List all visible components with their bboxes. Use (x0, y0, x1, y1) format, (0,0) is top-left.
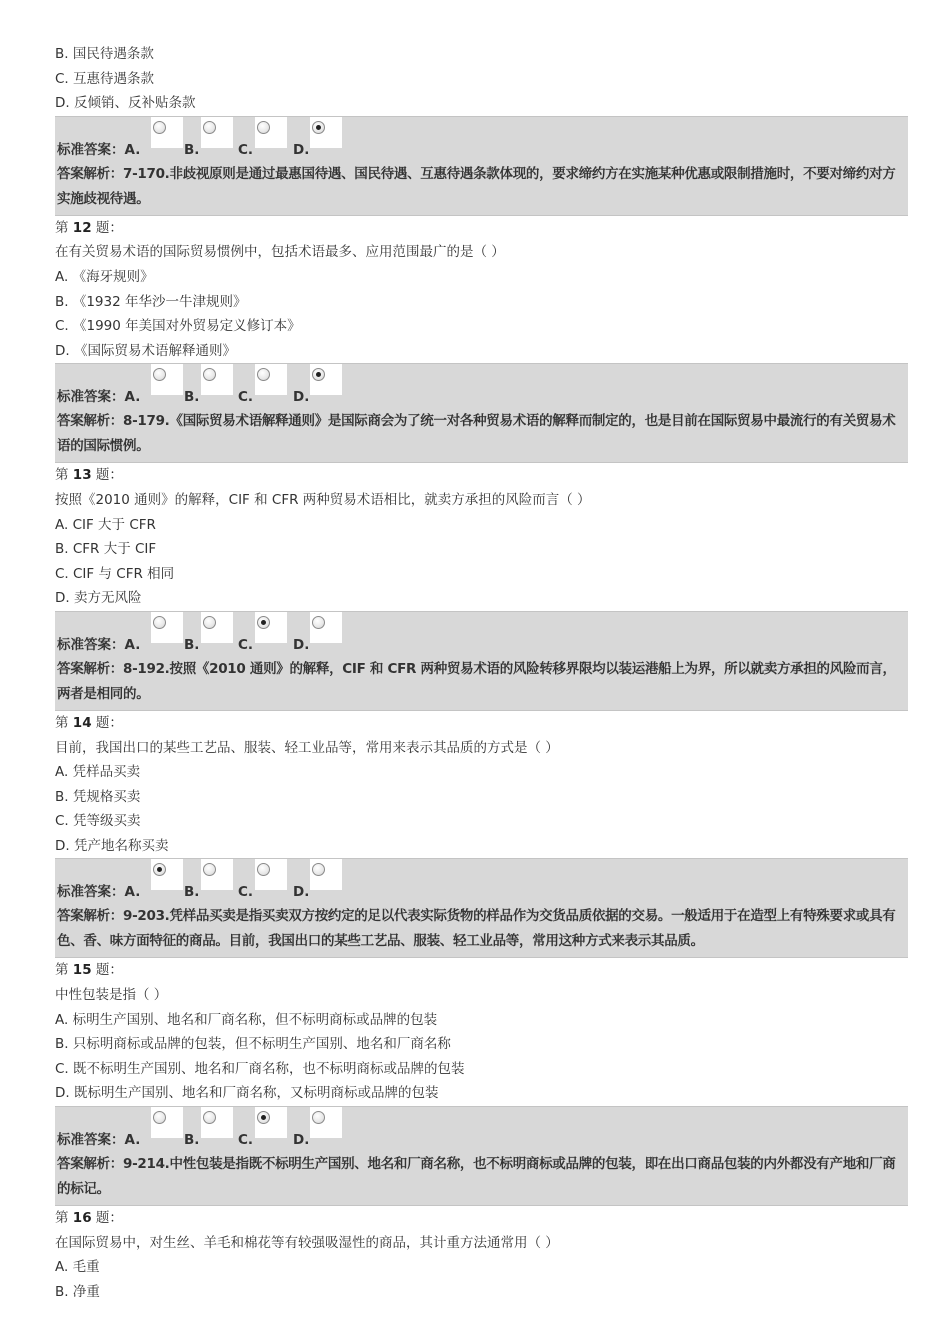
radio-icon[interactable] (153, 616, 166, 629)
option-letter: D. (293, 141, 310, 158)
radio-checked-icon[interactable] (257, 1111, 270, 1124)
option-letter: C. (238, 636, 254, 653)
option-b: B. 国民待遇条款 (55, 46, 154, 62)
option-b: B. 《1932 年华沙一牛津规则》 (55, 293, 247, 310)
answer-label: 标准答案：A. (57, 389, 141, 406)
answer-label: 标准答案：A. (57, 1132, 141, 1149)
question-number-value: 14 (72, 714, 92, 731)
option-b: B. 净重 (55, 1283, 100, 1300)
question-suffix: 题： (91, 219, 123, 236)
radio-icon[interactable] (153, 368, 166, 381)
answer-row (57, 364, 906, 407)
option-d: D. 卖方无风险 (55, 590, 142, 607)
option-letter: C. (238, 141, 254, 158)
exam-page (55, 42, 908, 1304)
radio-icon[interactable] (153, 121, 166, 134)
option-letter: D. (293, 1132, 310, 1149)
answer-box (55, 1106, 908, 1206)
question-stem: 中性包装是指（ ） (55, 987, 168, 1004)
radio-icon[interactable] (312, 616, 325, 629)
radio-checked-icon[interactable] (257, 616, 270, 629)
answer-box (55, 858, 908, 958)
option-letter: C. (238, 389, 254, 406)
question-13 (55, 463, 908, 711)
option-c: C. 《1990 年美国对外贸易定义修订本》 (55, 318, 301, 335)
option-letter: C. (238, 884, 254, 901)
answer-box (55, 116, 908, 216)
question-number-value: 13 (72, 467, 92, 484)
question-stem: 在国际贸易中，对生丝、羊毛和棉花等有较强吸湿性的商品，其计重方法通常用（ ） (55, 1234, 559, 1251)
option-c: C. CIF 与 CFR 相同 (55, 565, 175, 582)
question-15 (55, 958, 908, 1206)
question-suffix: 题： (91, 467, 123, 484)
question-number-value: 15 (72, 962, 92, 979)
option-letter: B. (184, 636, 200, 653)
option-letter: D. (293, 884, 310, 901)
answer-row (57, 612, 906, 655)
question-number (55, 711, 908, 736)
answer-label: 标准答案：A. (57, 884, 141, 901)
question-11-tail (55, 42, 908, 216)
question-prefix: 第 (55, 962, 73, 979)
question-prefix: 第 (55, 467, 73, 484)
question-suffix: 题： (91, 962, 123, 979)
radio-checked-icon[interactable] (312, 121, 325, 134)
radio-icon[interactable] (203, 1111, 216, 1124)
radio-icon[interactable] (203, 368, 216, 381)
question-prefix: 第 (55, 219, 73, 236)
question-prefix: 第 (55, 1210, 73, 1227)
answer-row (57, 859, 906, 902)
answer-row (57, 117, 906, 160)
radio-icon[interactable] (203, 121, 216, 134)
question-number (55, 1206, 908, 1231)
option-b: B. CFR 大于 CIF (55, 541, 157, 558)
question-stem: 在有关贸易术语的国际贸易惯例中，包括术语最多、应用范围最广的是（ ） (55, 244, 505, 261)
radio-icon[interactable] (153, 1111, 166, 1124)
option-c: C. 互惠待遇条款 (55, 70, 155, 87)
option-c: C. 既不标明生产国别、地名和厂商名称，也不标明商标或品牌的包装 (55, 1060, 465, 1077)
option-d: D. 《国际贸易术语解释通则》 (55, 342, 236, 359)
answer-analysis: 答案解析：8-179.《国际贸易术语解释通则》是国际商会为了统一对各种贸易术语的解释而制定的，也是目前在国际贸易中最流行的有关贸易术语的国际惯例。 (57, 413, 896, 455)
option-d: D. 凭产地名称买卖 (55, 837, 169, 854)
answer-label: 标准答案：A. (57, 141, 141, 158)
option-letter: D. (293, 389, 310, 406)
answer-box (55, 611, 908, 711)
answer-row (57, 1107, 906, 1150)
radio-icon[interactable] (203, 863, 216, 876)
option-d: D. 既标明生产国别、地名和厂商名称，又标明商标或品牌的包装 (55, 1085, 439, 1102)
option-a: A. 凭样品买卖 (55, 764, 141, 781)
option-letter: B. (184, 141, 200, 158)
radio-icon[interactable] (257, 121, 270, 134)
option-d: D. 反倾销、反补贴条款 (55, 95, 196, 112)
option-letter: C. (238, 1132, 254, 1149)
question-12 (55, 216, 908, 464)
question-number-value: 12 (72, 219, 92, 236)
question-stem: 目前，我国出口的某些工艺品、服装、轻工业品等，常用来表示其品质的方式是（ ） (55, 739, 559, 756)
answer-label: 标准答案：A. (57, 636, 141, 653)
option-a: A. 标明生产国别、地名和厂商名称，但不标明商标或品牌的包装 (55, 1011, 438, 1028)
question-14 (55, 711, 908, 959)
question-list (55, 216, 908, 1206)
option-a: A. 毛重 (55, 1259, 100, 1276)
radio-checked-icon[interactable] (312, 368, 325, 381)
question-number (55, 216, 908, 241)
option-a: A. CIF 大于 CFR (55, 516, 156, 533)
question-prefix: 第 (55, 714, 73, 731)
radio-icon[interactable] (312, 863, 325, 876)
option-letter: B. (184, 884, 200, 901)
radio-icon[interactable] (257, 368, 270, 381)
question-suffix: 题： (91, 1210, 123, 1227)
radio-icon[interactable] (203, 616, 216, 629)
answer-analysis: 答案解析：8-192.按照《2010 通则》的解释，CIF 和 CFR 两种贸易术语的风险转移界限均以装运港船上为界，所以就卖方承担的风险而言，两者是相同的。 (57, 660, 896, 702)
answer-box (55, 363, 908, 463)
answer-analysis: 答案解析：9-214.中性包装是指既不标明生产国别、地名和厂商名称，也不标明商标或品牌的包装，即在出口商品包装的内外都没有产地和厂商的标记。 (57, 1156, 896, 1198)
question-stem: 按照《2010 通则》的解释，CIF 和 CFR 两种贸易术语相比，就卖方承担的风险而言（ ） (55, 491, 591, 508)
option-letter: B. (184, 1132, 200, 1149)
question-number (55, 958, 908, 983)
option-letter: B. (184, 389, 200, 406)
option-b: B. 只标明商标或品牌的包装，但不标明生产国别、地名和厂商名称 (55, 1036, 451, 1053)
answer-analysis: 答案解析：7-170.非歧视原则是通过最惠国待遇、国民待遇、互惠待遇条款体现的，要求缔约方在实施某种优惠或限制措施时，不要对缔约对方实施歧视待遇。 (57, 165, 896, 207)
question-number-value: 16 (72, 1210, 92, 1227)
radio-icon[interactable] (257, 863, 270, 876)
question-suffix: 题： (91, 714, 123, 731)
radio-checked-icon[interactable] (153, 863, 166, 876)
option-a: A. 《海牙规则》 (55, 268, 154, 285)
radio-icon[interactable] (312, 1111, 325, 1124)
option-c: C. 凭等级买卖 (55, 813, 141, 830)
option-letter: D. (293, 636, 310, 653)
question-number (55, 463, 908, 488)
answer-analysis: 答案解析：9-203.凭样品买卖是指买卖双方按约定的足以代表实际货物的样品作为交货品质依据的交易。一般适用于在造型上有特殊要求或具有色、香、味方面特征的商品。目前，我国出口的某些工艺品、服装、轻工业品等，常用这种方式来表示其品质。 (57, 908, 896, 950)
option-b: B. 凭规格买卖 (55, 788, 141, 805)
question-16 (55, 1206, 908, 1304)
